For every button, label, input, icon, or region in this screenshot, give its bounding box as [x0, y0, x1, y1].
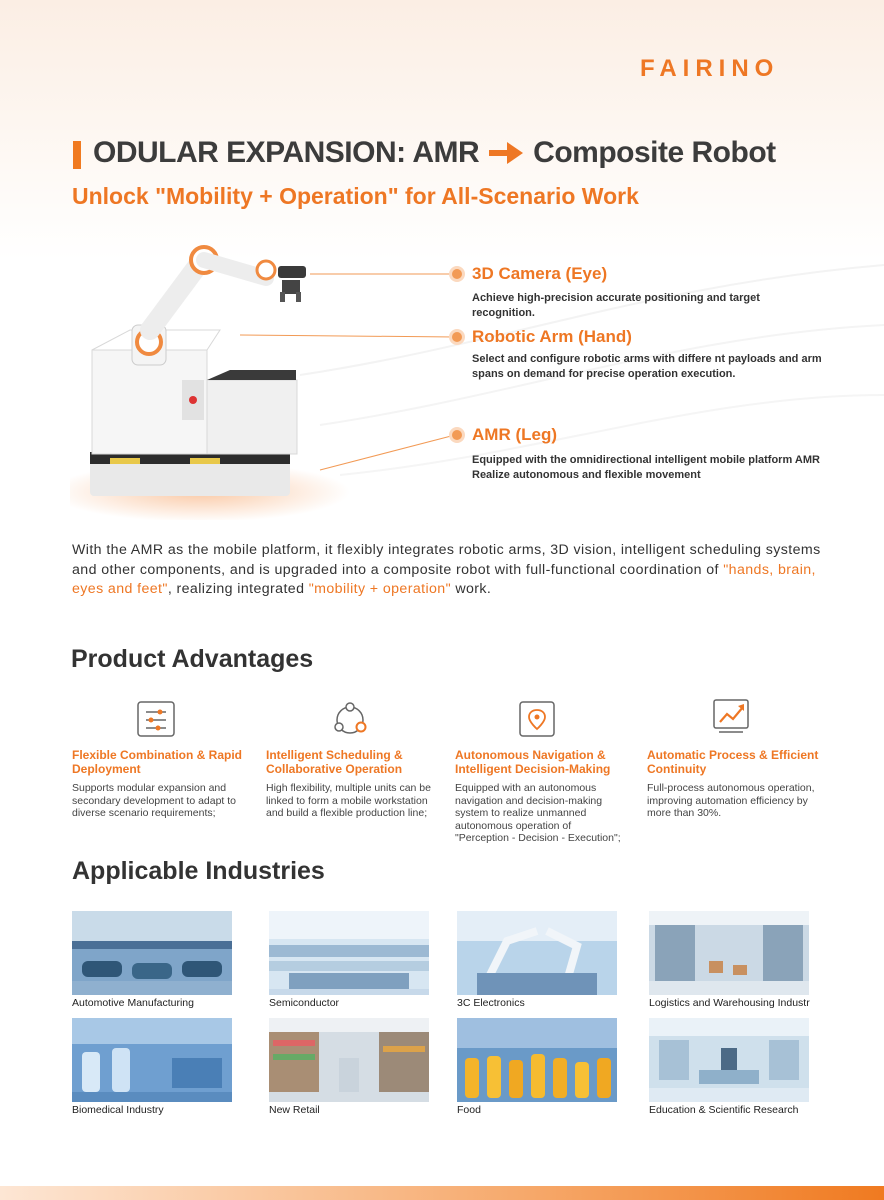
page-title — [93, 136, 776, 170]
footer-gradient-bar — [0, 1186, 884, 1200]
advantage-title: Intelligent Scheduling & Collaborative Operation — [266, 748, 403, 776]
industry-label: Education & Scientific Research — [649, 1104, 799, 1116]
industry-label: Logistics and Warehousing Industr — [649, 997, 810, 1009]
industry-label: 3C Electronics — [457, 997, 525, 1009]
intro-highlight: "mobility + operation" — [308, 581, 452, 597]
advantage-title: Automatic Process & Efficient Continuity — [647, 748, 819, 776]
semiconductor-photo — [269, 911, 429, 995]
callout-dot — [452, 332, 462, 342]
intro-text: , realizing integrated — [167, 581, 309, 597]
arrow-right-icon — [489, 142, 523, 164]
svg-text:FAIRINO: FAIRINO — [640, 55, 780, 80]
industries-heading: Applicable Industries — [72, 857, 325, 885]
location-pin-icon — [517, 700, 557, 740]
fairino-logo — [640, 54, 810, 80]
food-photo — [457, 1018, 617, 1102]
logistics-photo — [649, 911, 809, 995]
advantage-title: Autonomous Navigation & Intelligent Decision-Making — [455, 748, 611, 776]
feature-desc-camera: Achieve high-precision accurate positioning and target recognition. — [472, 292, 760, 319]
intro-highlight: "hands, brain, eyes and feet" — [72, 561, 816, 597]
biomedical-photo — [72, 1018, 232, 1102]
page-subtitle: Unlock "Mobility + Operation" for All-Scenario Work — [72, 183, 639, 209]
network-icon — [330, 700, 370, 740]
industry-label: Semiconductor — [269, 997, 340, 1009]
electronics-photo — [457, 911, 617, 995]
advantage-desc: Supports modular expansion and secondary development to adapt to diverse scenario requirements; — [72, 782, 237, 819]
title-left: ODULAR EXPANSION: AMR — [93, 136, 480, 169]
feature-desc-arm: Select and configure robotic arms with differe nt payloads and arm spans on demand for precise operation execution. — [472, 353, 822, 380]
advantage-desc: Full-process autonomous operation, improving automation efficiency by more than 30%. — [647, 782, 815, 819]
intro-paragraph — [72, 541, 822, 600]
callout-dot — [452, 269, 462, 279]
advantage-title: Flexible Combination & Rapid Deployment — [72, 748, 243, 776]
trend-chart-icon — [711, 696, 751, 736]
feature-desc-amr: Equipped with the omnidirectional intelligent mobile platform AMR Realize autonomous and flexible movement — [472, 454, 820, 481]
feature-title-camera: 3D Camera (Eye) — [472, 264, 608, 283]
industry-label: Food — [457, 1104, 481, 1116]
intro-text: With the AMR as the mobile platform, it flexibly integrates robotic arms, 3D vision, intelligent scheduling systems and other components, and is upgraded into a composite robot with full-functional coordination of — [72, 542, 821, 578]
title-accent-bar — [73, 141, 81, 169]
education-lab-photo — [649, 1018, 809, 1102]
advantages-heading: Product Advantages — [71, 645, 314, 673]
feature-title-amr: AMR (Leg) — [472, 425, 557, 444]
industry-label: Automotive Manufacturing — [72, 997, 194, 1009]
sliders-icon — [136, 700, 176, 740]
composite-robot-illustration — [70, 230, 390, 520]
advantage-desc: Equipped with an autonomous navigation and decision-making system to realize unmanned autonomous operation of "Perception - Decision - Execution"; — [455, 782, 621, 844]
advantage-desc: High flexibility, multiple units can be linked to form a mobile workstation and build a flexible production line; — [266, 782, 431, 819]
retail-photo — [269, 1018, 429, 1102]
industry-label: New Retail — [269, 1104, 320, 1116]
feature-title-arm: Robotic Arm (Hand) — [472, 327, 632, 346]
title-right: Composite Robot — [533, 136, 776, 169]
intro-text: work. — [451, 581, 492, 597]
industry-label: Biomedical Industry — [72, 1104, 164, 1116]
callout-dot — [452, 430, 462, 440]
automotive-photo — [72, 911, 232, 995]
